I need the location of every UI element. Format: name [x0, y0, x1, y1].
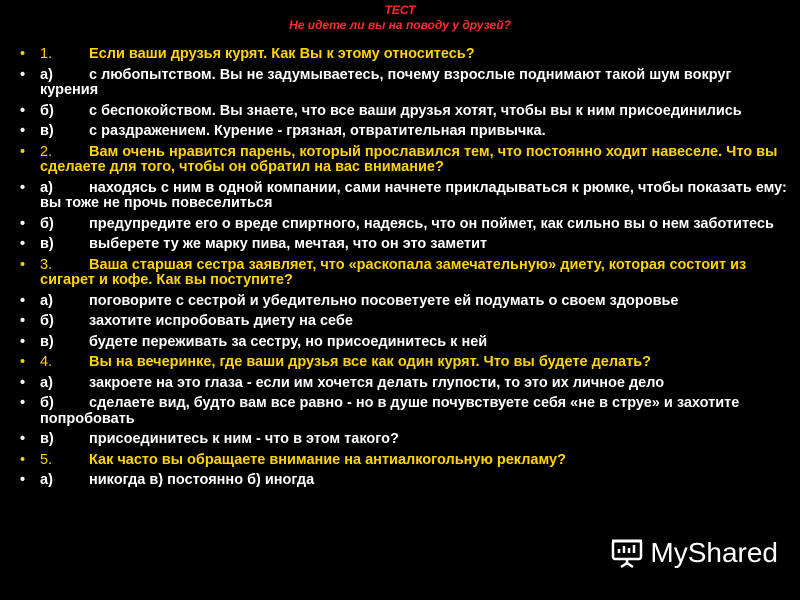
item-marker: б)	[40, 313, 54, 329]
list-item	[20, 453, 790, 469]
bullet-icon: •	[20, 395, 26, 411]
item-text: будете переживать за сестру, но присоединитесь к ней	[89, 333, 488, 350]
list-item	[20, 432, 790, 448]
item-marker: б)	[40, 102, 54, 119]
item-text: Вам очень нравится парень, который прославился тем, что постоянно ходит навеселе. Что вы сделаете для того, чтобы он обратил на вас внимание?	[40, 143, 778, 175]
bullet-icon: •	[20, 374, 26, 391]
slide-title: ТЕСТ	[384, 3, 416, 17]
item-text: с беспокойством. Вы знаете, что все ваши друзья хотят, чтобы вы к ним присоединились	[89, 102, 742, 119]
list-item	[20, 396, 790, 427]
item-text: Если ваши друзья курят. Как Вы к этому относитесь?	[89, 46, 475, 62]
list-item	[20, 314, 790, 330]
item-marker: а)	[40, 179, 53, 196]
bullet-icon: •	[20, 102, 26, 119]
item-text: находясь с ним в одной компании, сами начнете прикладываться к рюмке, чтобы показать ему: вы тоже не прочь повеселиться	[40, 179, 787, 211]
slide-header	[0, 3, 800, 33]
list-item	[20, 68, 790, 99]
item-marker: 4.	[40, 354, 53, 370]
item-text: Ваша старшая сестра заявляет, что «раскопала замечательную» диету, которая состоит из сигарет и кофе. Как вы поступите?	[40, 256, 747, 288]
item-text: захотите испробовать диету на себе	[89, 313, 353, 329]
list-item	[20, 181, 790, 212]
list-item	[20, 237, 790, 253]
item-text: Вы на вечеринке, где ваши друзья все как один курят. Что вы будете делать?	[89, 354, 651, 370]
item-text: с любопытством. Вы не задумываетесь, почему взрослые поднимают такой шум вокруг курения	[40, 66, 732, 98]
list-item	[20, 294, 790, 310]
item-marker: а)	[40, 292, 53, 309]
item-marker: а)	[40, 66, 53, 83]
bullet-icon: •	[20, 313, 26, 329]
bullet-icon: •	[20, 472, 26, 488]
item-marker: 3.	[40, 256, 53, 273]
item-text: Как часто вы обращаете внимание на антиалкогольную рекламу?	[89, 451, 566, 468]
item-marker: 2.	[40, 143, 53, 160]
item-marker: б)	[40, 395, 54, 411]
item-text: никогда в) постоянно б) иногда	[89, 472, 315, 488]
test-items-list	[20, 47, 790, 494]
item-text: закроете на это глаза - если им хочется делать глупости, то это их личное дело	[89, 374, 665, 391]
list-item	[20, 376, 790, 392]
bullet-icon: •	[20, 236, 26, 252]
bullet-icon: •	[20, 256, 26, 273]
list-item	[20, 473, 790, 489]
list-item	[20, 145, 790, 176]
bullet-icon: •	[20, 123, 26, 139]
bullet-icon: •	[20, 451, 26, 468]
list-item	[20, 47, 790, 63]
list-item	[20, 104, 790, 120]
bullet-icon: •	[20, 143, 26, 160]
item-text: поговорите с сестрой и убедительно посоветуете ей подумать о своем здоровье	[89, 292, 679, 309]
bullet-icon: •	[20, 354, 26, 370]
bullet-icon: •	[20, 292, 26, 309]
item-marker: в)	[40, 236, 54, 252]
item-marker: 5.	[40, 451, 53, 468]
bullet-icon: •	[20, 46, 26, 62]
list-item	[20, 335, 790, 351]
item-marker: б)	[40, 215, 54, 232]
slide-subtitle: Не идете ли вы на поводу у друзей?	[289, 18, 511, 32]
bullet-icon: •	[20, 333, 26, 350]
list-item	[20, 355, 790, 371]
bullet-icon: •	[20, 66, 26, 83]
list-item	[20, 217, 790, 233]
item-marker: 1.	[40, 46, 53, 62]
item-text: с раздражением. Курение - грязная, отвратительная привычка.	[89, 123, 546, 139]
item-text: сделаете вид, будто вам все равно - но в душе почувствуете себя «не в струе» и захотите попробовать	[40, 395, 740, 427]
logo-text: MyShared	[650, 537, 778, 568]
item-marker: в)	[40, 333, 54, 350]
bullet-icon: •	[20, 179, 26, 196]
list-item	[20, 258, 790, 289]
item-text: присоединитесь к ним - что в этом такого?	[89, 431, 399, 447]
presentation-board-icon	[610, 536, 644, 570]
item-text: выберете ту же марку пива, мечтая, что он это заметит	[89, 236, 488, 252]
bullet-icon: •	[20, 431, 26, 447]
item-marker: в)	[40, 123, 54, 139]
bullet-icon: •	[20, 215, 26, 232]
item-text: предупредите его о вреде спиртного, надеясь, что он поймет, как сильно вы о нем заботитесь	[89, 215, 774, 232]
list-item	[20, 124, 790, 140]
item-marker: а)	[40, 472, 53, 488]
item-marker: в)	[40, 431, 54, 447]
item-marker: а)	[40, 374, 53, 391]
myshared-logo[interactable]	[610, 536, 778, 570]
